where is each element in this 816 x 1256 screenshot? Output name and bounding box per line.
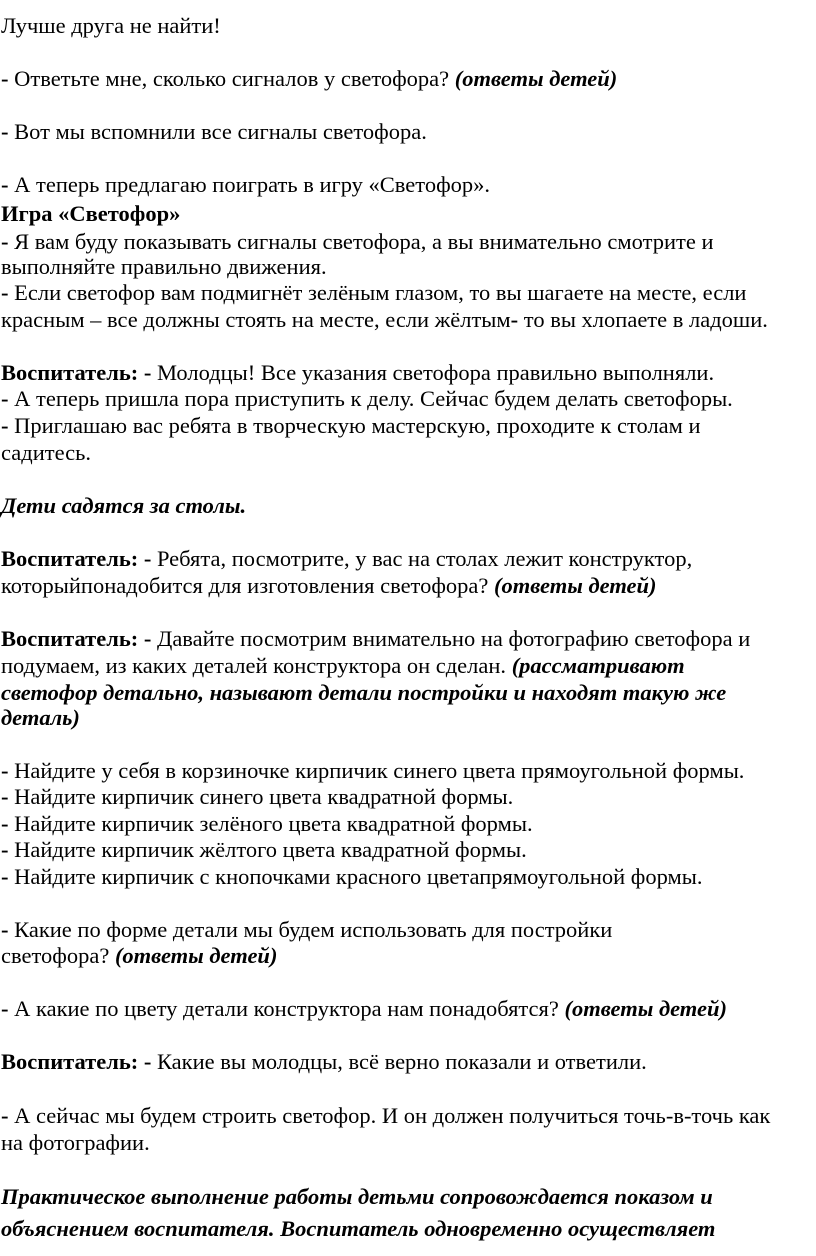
text-line: [1, 172, 490, 198]
text-segment: Ответьте мне, сколько сигналов у светофора?: [14, 66, 455, 91]
text-segment: которыйпонадобится для изготовления светофора?: [1, 573, 495, 598]
emphasis-text: (рассматривают: [511, 653, 685, 678]
text-line: [1, 254, 327, 280]
text-segment: подумаем, из каких деталей конструктора он сделан.: [1, 653, 512, 678]
bold-text: -: [1, 413, 15, 438]
text-segment: красным – все должны стоять на месте, если жёлтым: [1, 307, 511, 332]
text-segment: Давайте посмотрим внимательно на фотографию светофора и: [156, 626, 751, 651]
text-segment: Найдите кирпичик синего цвета квадратной формы.: [14, 784, 514, 809]
text-segment: Лучше друга не найти!: [1, 13, 221, 38]
text-segment: на фотографии.: [1, 1130, 150, 1155]
bold-text: -: [510, 307, 519, 332]
text-segment: Найдите кирпичик с кнопочками красного цветапрямоугольной формы.: [14, 864, 703, 889]
text-segment: Молодцы! Все указания светофора правильно выполняли.: [156, 360, 715, 385]
text-segment: Найдите кирпичик жёлтого цвета квадратной формы.: [14, 837, 527, 862]
text-line: [1, 413, 701, 439]
bold-text: -: [1, 280, 15, 305]
text-segment: А теперь предлагаю поиграть в игру «Светофор».: [14, 172, 491, 197]
bold-text: Воспитатель: -: [1, 546, 157, 571]
text-line: [1, 1130, 150, 1156]
bold-text: -: [1, 386, 15, 411]
text-line: [1, 573, 657, 599]
text-segment: садитесь.: [1, 440, 91, 465]
text-line: [1, 280, 746, 306]
text-line: [1, 229, 713, 255]
text-segment: А какие по цвету детали конструктора нам понадобятся?: [14, 996, 565, 1021]
text-segment: А сейчас мы будем строить светофор. И он должен получиться точь-в-точь как: [14, 1103, 771, 1128]
text-segment: Приглашаю вас ребята в творческую мастерскую, проходите к столам и: [14, 413, 701, 438]
bold-text: -: [1, 66, 15, 91]
text-line: [1, 13, 221, 39]
text-line: [1, 66, 617, 92]
bold-text: -: [1, 758, 15, 783]
text-segment: то вы хлопаете в ладоши.: [518, 307, 768, 332]
bold-text: Игра «Светофор»: [1, 201, 181, 226]
bold-text: Воспитатель: -: [1, 360, 157, 385]
emphasis-text: деталь): [1, 705, 80, 730]
bold-text: -: [1, 864, 15, 889]
text-line: [1, 758, 744, 784]
text-line: [1, 386, 733, 412]
text-segment: Ребята, посмотрите, у вас на столах лежит конструктор,: [156, 546, 693, 571]
text-line: [1, 811, 533, 837]
text-segment: Найдите кирпичик зелёного цвета квадратной формы.: [14, 811, 533, 836]
emphasis-text: (ответы детей): [564, 996, 727, 1021]
emphasis-text: Практическое выполнение работы детьми сопровождается показом и: [1, 1184, 713, 1209]
text-segment: светофора?: [1, 943, 115, 968]
text-segment: Какие вы молодцы, всё верно показали и ответили.: [156, 1049, 647, 1074]
text-line: [1, 119, 427, 145]
bold-text: -: [1, 784, 15, 809]
emphasis-text: Дети садятся за столы.: [1, 493, 247, 518]
text-line: [1, 626, 750, 652]
text-line: [1, 546, 692, 572]
text-segment: Какие по форме детали мы будем использовать для постройки: [14, 917, 613, 942]
bold-text: -: [1, 172, 15, 197]
text-line: [1, 917, 612, 943]
text-segment: Я вам буду показывать сигналы светофора, а вы внимательно смотрите и: [14, 229, 714, 254]
emphasis-text: (ответы детей): [454, 66, 618, 91]
bold-text: -: [1, 1103, 15, 1128]
bold-text: -: [1, 837, 15, 862]
text-segment: А теперь пришла пора приступить к делу. Сейчас будем делать светофоры.: [14, 386, 733, 411]
emphasis-text: светофор детально, называют детали постройки и находят такую же: [1, 680, 727, 705]
text-line: [1, 996, 727, 1022]
text-line: [1, 440, 91, 466]
text-segment: выполняйте правильно движения.: [1, 254, 327, 279]
text-line: [1, 1184, 713, 1210]
text-line: [1, 493, 246, 519]
text-line: [1, 360, 714, 386]
text-line: [1, 201, 180, 227]
bold-text: -: [1, 917, 15, 942]
text-segment: Если светофор вам подмигнёт зелёным глазом, то вы шагаете на месте, если: [14, 280, 747, 305]
text-line: [1, 784, 513, 810]
text-line: [1, 1049, 647, 1075]
text-line: [1, 653, 685, 679]
text-line: [1, 705, 80, 731]
text-line: [1, 864, 703, 890]
bold-text: -: [1, 996, 15, 1021]
text-segment: Найдите у себя в корзиночке кирпичик синего цвета прямоугольной формы.: [14, 758, 745, 783]
text-line: [1, 943, 277, 969]
bold-text: -: [1, 229, 15, 254]
text-line: [1, 680, 726, 706]
emphasis-text: (ответы детей): [494, 573, 657, 598]
bold-text: -: [1, 119, 15, 144]
bold-text: -: [1, 811, 15, 836]
bold-text: Воспитатель: -: [1, 1049, 157, 1074]
bold-text: Воспитатель: -: [1, 626, 157, 651]
emphasis-text: (ответы детей): [114, 943, 278, 968]
text-line: [1, 1216, 715, 1242]
text-line: [1, 837, 527, 863]
emphasis-text: объяснением воспитателя. Воспитатель одновременно осуществляет: [1, 1216, 716, 1241]
text-segment: Вот мы вспомнили все сигналы светофора.: [14, 119, 427, 144]
text-line: [1, 307, 768, 333]
text-line: [1, 1103, 770, 1129]
